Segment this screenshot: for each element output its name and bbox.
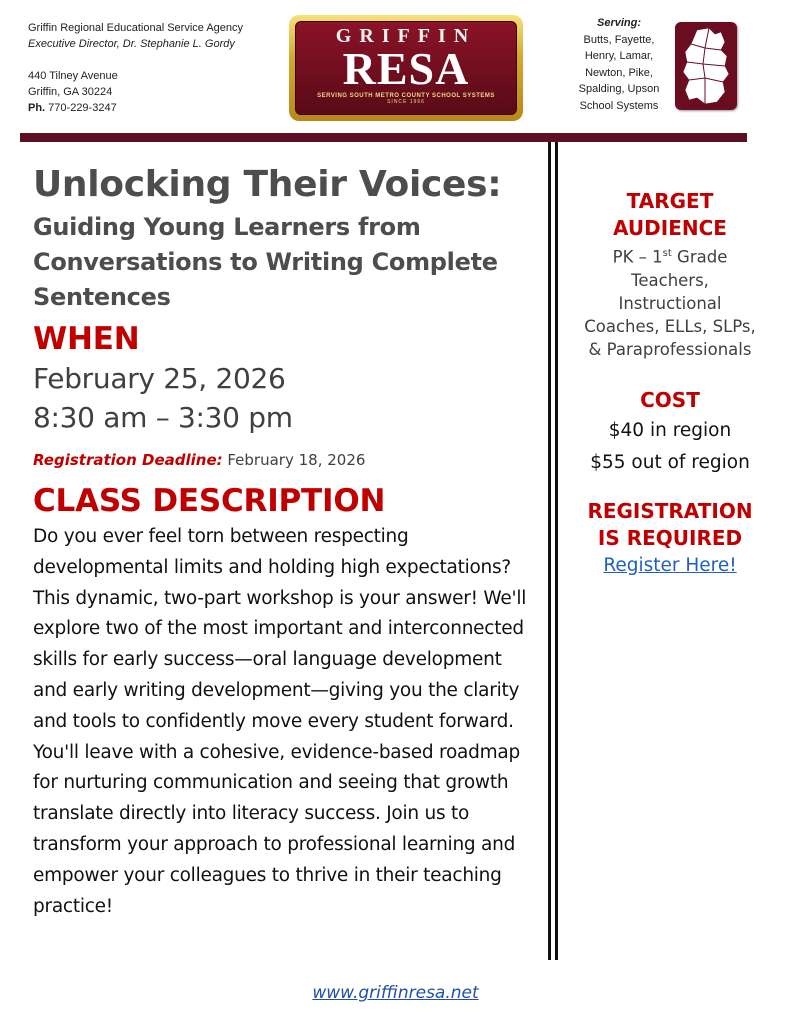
phone-line (28, 100, 243, 116)
address-line-1: 440 Tilney Avenue (28, 70, 118, 82)
serving-line: Henry, Lamar, (584, 50, 654, 62)
audience-heading: AUDIENCE (613, 216, 727, 240)
page-title: Unlocking Their Voices: (33, 164, 502, 205)
footer (0, 983, 791, 1003)
cost-out-region: $55 out of region (590, 451, 750, 473)
audience-grades (572, 242, 768, 269)
phone-label: Ph. (28, 102, 46, 114)
when-heading: WHEN (33, 321, 140, 357)
logo-tagline: SERVING SOUTH METRO COUNTY SCHOOL SYSTEMS (317, 93, 495, 99)
registration-heading: REGISTRATION (587, 498, 753, 523)
address-line-2: Griffin, GA 30224 (28, 86, 113, 98)
registration-deadline (33, 449, 538, 471)
audience-line: Teachers, (631, 270, 709, 290)
audience-grade: Grade (671, 247, 728, 267)
agency-name: Griffin Regional Educational Service Agency (28, 22, 244, 34)
logo-main-text: RESA (342, 43, 470, 94)
header-divider-bar (20, 133, 747, 142)
sidebar (572, 188, 768, 580)
description-heading: CLASS DESCRIPTION (33, 483, 386, 519)
audience-line: Instructional (618, 293, 722, 313)
event-time: 8:30 am – 3:30 pm (33, 401, 293, 434)
logo-top-text: GRIFFIN (335, 25, 477, 47)
column-divider (548, 142, 551, 960)
event-date: February 25, 2026 (33, 362, 286, 395)
deadline-value: February 18, 2026 (222, 451, 366, 469)
audience-sup: st (662, 248, 672, 259)
serving-line: Newton, Pike, (585, 66, 653, 79)
serving-list (573, 15, 665, 114)
logo-since: SINCE 1966 (387, 99, 425, 105)
website-link[interactable]: www.griffinresa.net (312, 983, 479, 1003)
registration-heading: IS REQUIRED (597, 525, 743, 550)
class-description: Do you ever feel torn between respecting developmental limits and holding high expectations? This dynamic, two-part workshop is your answer! We'll explore two of the most important and interconnected skills for early success—oral language development and early writing development—giving you the clarity and tools to confidently move every student forward. You'll leave with a cohesive, evidence-based roadmap for nurturing communication and seeing that growth translate directly into literacy success. Join us to transform your approach to professional learning and empower your colleagues to thrive in their teaching practice! (33, 526, 527, 917)
griffin-resa-logo (289, 15, 523, 121)
audience-line: Coaches, ELLs, SLPs, (584, 316, 756, 336)
director-name: Executive Director, Dr. Stephanie L. Gordy (28, 38, 235, 50)
serving-line: Butts, Fayette, (583, 33, 655, 46)
page-subtitle: Guiding Young Learners from Conversations to Writing Complete Sentences (33, 213, 498, 311)
region-map-icon (675, 22, 737, 110)
serving-label: Serving: (596, 17, 641, 29)
audience-pk: PK – 1 (612, 247, 663, 267)
serving-line: Spalding, Upson (578, 83, 660, 95)
phone-number: 770-229-3247 (45, 102, 117, 114)
audience-line: & Paraprofessionals (588, 339, 752, 359)
cost-heading: COST (640, 387, 700, 412)
cost-in-region: $40 in region (608, 419, 732, 441)
deadline-label: Registration Deadline: (33, 451, 223, 469)
register-link[interactable]: Register Here! (603, 554, 737, 576)
column-divider (555, 142, 558, 960)
main-column (33, 160, 538, 922)
serving-line: School Systems (579, 99, 659, 112)
audience-heading: TARGET (626, 189, 714, 213)
agency-info (28, 20, 243, 116)
